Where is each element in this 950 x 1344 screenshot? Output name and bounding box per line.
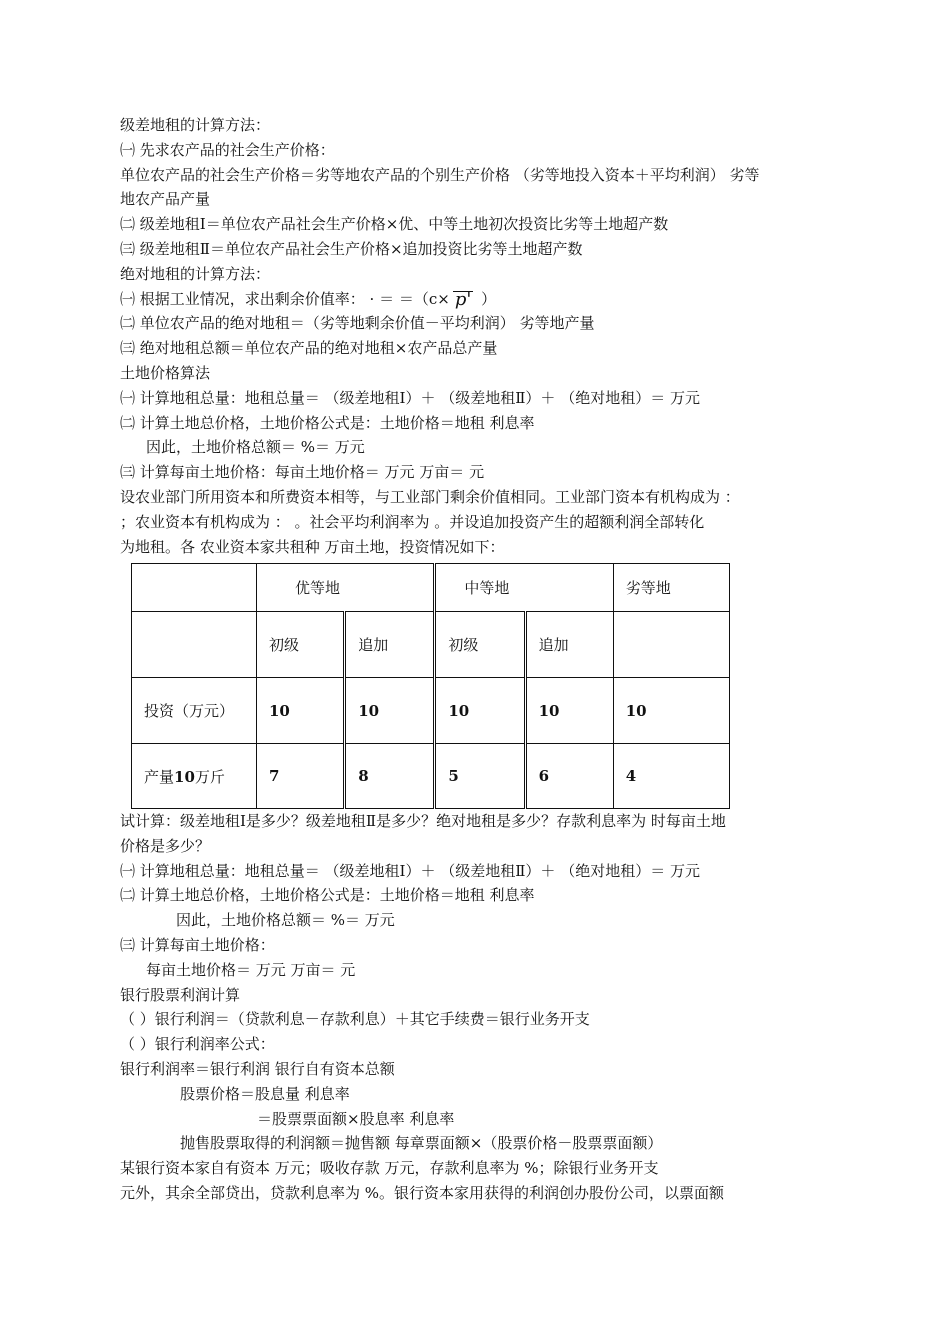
- sub-header-initial: 初级: [435, 612, 525, 678]
- text-line: ㈢ 计算每亩土地价格：每亩土地价格＝ 万元 万亩＝ 元: [120, 463, 485, 482]
- sub-header-initial: 初级: [257, 612, 345, 678]
- table-cell: 7: [257, 744, 345, 809]
- header-inferior-land: 劣等地: [613, 564, 729, 612]
- row-label-output-b: 10: [174, 767, 195, 786]
- text-line: （ ）银行利润＝（贷款利息－存款利息）＋其它手续费＝银行业务开支: [120, 1010, 590, 1029]
- text-line: 价格是多少？: [120, 836, 211, 855]
- text-line-formula: [120, 287, 840, 312]
- text-line: 某银行资本家自有资本 万元；吸收存款 万元，存款利息率为 %；除银行业务开支: [120, 1159, 659, 1178]
- text-line: ㈠ 先求农产品的社会生产价格：: [120, 140, 335, 159]
- text-line: ㈡ 计算土地总价格，土地价格公式是：土地价格＝地租 利息率: [120, 413, 535, 432]
- text-line: ㈠ 计算地租总量：地租总量＝ （级差地租Ⅰ）＋ （级差地租Ⅱ）＋ （绝对地租）＝ 万元: [120, 388, 700, 407]
- text-line: 试计算：级差地租Ⅰ是多少？级差地租Ⅱ是多少？绝对地租是多少？存款利息率为 时每亩土地: [120, 812, 726, 830]
- text-line: 元外，其余全部贷出，贷款利息率为 %。银行资本家用获得的利润创办股份公司，以票面额: [120, 1183, 725, 1202]
- table-cell: 5: [435, 744, 525, 809]
- table-cell: 10: [525, 678, 613, 744]
- document-body-top: [120, 113, 840, 559]
- table-cell: 6: [525, 744, 613, 809]
- text-line: 股票价格＝股息量 利息率: [180, 1084, 350, 1103]
- text-line: 单位农产品的社会生产价格＝劣等地农产品的个别生产价格 （劣等地投入资本＋平均利润） 劣等: [120, 165, 760, 184]
- text-line: 为地租。各 农业资本家共租种 万亩土地，投资情况如下：: [120, 537, 505, 556]
- p-prime-symbol: p': [454, 289, 472, 311]
- text-line: ㈢ 绝对地租总额＝单位农产品的绝对地租×农产品总产量: [120, 339, 498, 358]
- formula-post: ）: [476, 289, 497, 308]
- table-cell: 10: [613, 678, 729, 744]
- table-corner-cell: [132, 564, 257, 612]
- sub-header-additional: 追加: [345, 612, 435, 678]
- heading-differential-rent: 级差地租的计算方法：: [120, 116, 271, 134]
- sub-header-additional: 追加: [525, 612, 613, 678]
- text-line: ㈢ 计算每亩土地价格：: [120, 935, 275, 954]
- table-empty-cell: [613, 612, 729, 678]
- heading-bank-stock: 银行股票利润计算: [120, 985, 241, 1004]
- text-line: ；农业资本有机构成为 ： 。社会平均利润率为 。并设追加投资产生的超额利润全部转化: [120, 512, 705, 531]
- text-line: 因此，土地价格总额＝ %＝ 万元: [146, 438, 365, 457]
- text-line: （ ）银行利润率公式：: [120, 1035, 275, 1054]
- text-line: 地农产品产量: [120, 190, 211, 209]
- investment-table: [131, 563, 730, 809]
- table-cell: 8: [345, 744, 435, 809]
- row-label-output-c: 万斤: [194, 767, 225, 786]
- heading-absolute-rent: 绝对地租的计算方法：: [120, 264, 271, 283]
- text-line: 银行利润率＝银行利润 银行自有资本总额: [120, 1059, 395, 1078]
- table-cell: 10: [345, 678, 435, 744]
- text-line: 每亩土地价格＝ 万元 万亩＝ 元: [146, 960, 356, 979]
- text-line: 因此，土地价格总额＝ %＝ 万元: [176, 911, 395, 930]
- text-line: ㈡ 计算土地总价格，土地价格公式是：土地价格＝地租 利息率: [120, 886, 535, 905]
- document-body-bottom: [120, 809, 840, 1206]
- header-medium-land: 中等地: [435, 564, 613, 612]
- row-label-output-a: 产量: [144, 767, 175, 786]
- row-label-output: [132, 744, 257, 809]
- formula-pre: ㈠ 根据工业情况，求出剩余价值率： · ＝ ＝（c×: [120, 289, 450, 308]
- header-superior-land: 优等地: [257, 564, 435, 612]
- table-cell: 10: [257, 678, 345, 744]
- heading-land-price: 土地价格算法: [120, 363, 211, 382]
- row-label-investment: 投资（万元）: [132, 678, 257, 744]
- table-row-investment: [132, 678, 730, 744]
- table-row-output: [132, 744, 730, 809]
- table-empty-cell: [132, 612, 257, 678]
- text-line: ㈠ 计算地租总量：地租总量＝ （级差地租Ⅰ）＋ （级差地租Ⅱ）＋ （绝对地租）＝ 万元: [120, 861, 700, 880]
- text-line: ㈡ 单位农产品的绝对地租＝（劣等地剩余价值－平均利润） 劣等地产量: [120, 314, 595, 333]
- text-line: 抛售股票取得的利润额＝抛售额 每章票面额×（股票价格－股票票面额）: [180, 1134, 663, 1153]
- table-cell: 10: [435, 678, 525, 744]
- text-line: ＝股票票面额×股息率 利息率: [257, 1109, 455, 1128]
- text-line: 设农业部门所用资本和所费资本相等，与工业部门剩余价值相同。工业部门资本有机构成为 ：: [120, 487, 740, 506]
- text-line: ㈡ 级差地租Ⅰ＝单位农产品社会生产价格×优、中等土地初次投资比劣等土地超产数: [120, 215, 669, 234]
- text-line: ㈢ 级差地租Ⅱ＝单位农产品社会生产价格×追加投资比劣等土地超产数: [120, 239, 583, 258]
- table-cell: 4: [613, 744, 729, 809]
